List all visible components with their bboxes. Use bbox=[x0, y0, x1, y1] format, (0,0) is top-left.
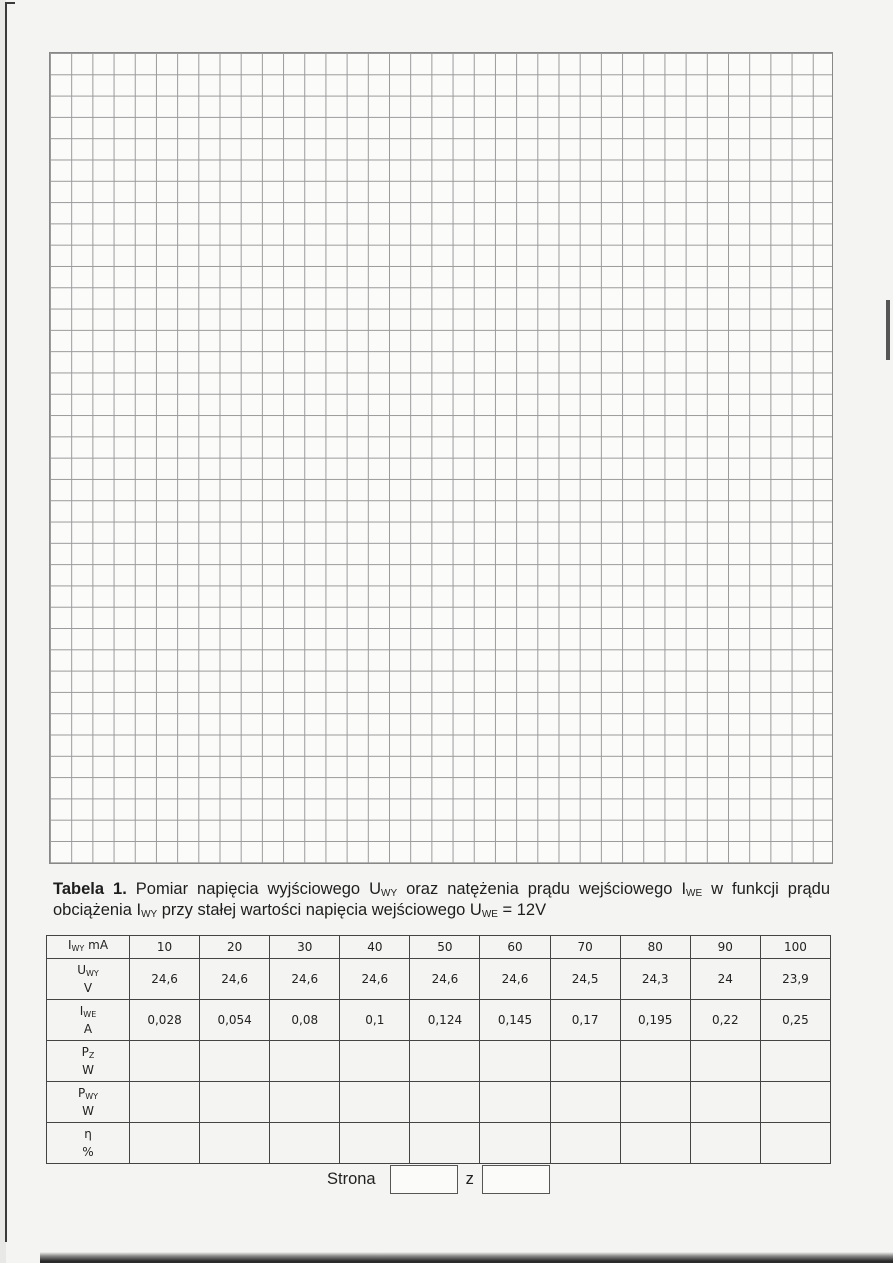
row-label-cell bbox=[47, 959, 130, 1000]
row-label-cell bbox=[47, 1041, 130, 1082]
table-row bbox=[47, 1041, 831, 1082]
row-unit: W bbox=[82, 1062, 94, 1077]
table-cell-empty[interactable] bbox=[410, 1123, 480, 1164]
table-cell: 0,08 bbox=[270, 1000, 340, 1041]
table-cell-empty[interactable] bbox=[410, 1041, 480, 1082]
table-cell: 0,1 bbox=[340, 1000, 410, 1041]
table-cell-empty[interactable] bbox=[550, 1041, 620, 1082]
header-cell: 10 bbox=[130, 936, 200, 959]
caption-text: przy stałej wartości napięcia wejściowego U bbox=[157, 901, 482, 919]
row-label-cell bbox=[47, 1123, 130, 1164]
table-cell: 24,5 bbox=[550, 959, 620, 1000]
table-cell-empty[interactable] bbox=[480, 1082, 550, 1123]
row-symbol: P bbox=[77, 1085, 86, 1100]
table-cell: 0,028 bbox=[130, 1000, 200, 1041]
table-cell-empty[interactable] bbox=[550, 1123, 620, 1164]
table-cell: 24,6 bbox=[270, 959, 340, 1000]
caption-text: oraz natężenia prądu wejściowego I bbox=[397, 880, 687, 898]
table-cell-empty[interactable] bbox=[340, 1123, 410, 1164]
caption-subscript: WY bbox=[381, 888, 398, 899]
measurement-table bbox=[46, 935, 831, 1164]
row-subscript: WY bbox=[86, 968, 99, 978]
caption-text: Pomiar napięcia wyjściowego U bbox=[135, 880, 382, 898]
page-label: Strona bbox=[327, 1169, 376, 1188]
table-cell: 24 bbox=[690, 959, 760, 1000]
caption-subscript: WE bbox=[686, 888, 703, 899]
table-cell-empty[interactable] bbox=[410, 1082, 480, 1123]
scan-right-mark bbox=[886, 300, 890, 360]
table-cell-empty[interactable] bbox=[130, 1041, 200, 1082]
row-label-cell bbox=[47, 1082, 130, 1123]
table-cell-empty[interactable] bbox=[340, 1041, 410, 1082]
row-unit: V bbox=[83, 980, 93, 995]
table-cell-empty[interactable] bbox=[270, 1041, 340, 1082]
row-subscript: WE bbox=[83, 1009, 97, 1019]
table-cell-empty[interactable] bbox=[130, 1082, 200, 1123]
table-row bbox=[47, 959, 831, 1000]
row-symbol: I bbox=[79, 1003, 84, 1018]
scan-corner-mark bbox=[5, 2, 15, 4]
page-number-footer bbox=[327, 1163, 550, 1195]
table-cell: 0,124 bbox=[410, 1000, 480, 1041]
header-cell: 50 bbox=[410, 936, 480, 959]
table-cell: 24,6 bbox=[200, 959, 270, 1000]
table-cell-empty[interactable] bbox=[620, 1041, 690, 1082]
table-cell: 0,22 bbox=[690, 1000, 760, 1041]
table-cell: 0,17 bbox=[550, 1000, 620, 1041]
table-cell: 0,25 bbox=[760, 1000, 830, 1041]
table-cell-empty[interactable] bbox=[760, 1041, 830, 1082]
header-unit: mA bbox=[88, 938, 109, 952]
caption-subscript: WY bbox=[141, 909, 158, 920]
table-row bbox=[47, 1123, 831, 1164]
caption-label: Tabela 1. bbox=[53, 880, 127, 898]
table-cell-empty[interactable] bbox=[270, 1123, 340, 1164]
table-row bbox=[47, 1082, 831, 1123]
row-symbol: η bbox=[84, 1126, 92, 1141]
row-subscript: Z bbox=[88, 1050, 95, 1060]
table-cell: 24,6 bbox=[480, 959, 550, 1000]
caption-text: = 12V bbox=[497, 901, 547, 919]
table-cell: 0,145 bbox=[480, 1000, 550, 1041]
header-cell: 100 bbox=[760, 936, 830, 959]
row-subscript: WY bbox=[85, 1091, 99, 1101]
header-subscript: WY bbox=[71, 944, 85, 953]
table-cell: 24,6 bbox=[130, 959, 200, 1000]
total-pages-box[interactable] bbox=[482, 1165, 550, 1194]
table-caption bbox=[53, 879, 830, 921]
table-cell: 24,3 bbox=[620, 959, 690, 1000]
table-cell-empty[interactable] bbox=[200, 1123, 270, 1164]
scan-bottom-edge bbox=[40, 1252, 893, 1263]
header-cell: 40 bbox=[340, 936, 410, 959]
header-cell: 20 bbox=[200, 936, 270, 959]
table-cell-empty[interactable] bbox=[480, 1123, 550, 1164]
header-cell: 70 bbox=[550, 936, 620, 959]
header-cell: 90 bbox=[690, 936, 760, 959]
graph-paper-grid[interactable] bbox=[49, 52, 833, 864]
table-cell-empty[interactable] bbox=[270, 1082, 340, 1123]
table-cell-empty[interactable] bbox=[130, 1123, 200, 1164]
table-header-row bbox=[47, 936, 831, 959]
table-cell-empty[interactable] bbox=[200, 1041, 270, 1082]
table-cell-empty[interactable] bbox=[620, 1082, 690, 1123]
table-cell-empty[interactable] bbox=[620, 1123, 690, 1164]
table-cell-empty[interactable] bbox=[690, 1041, 760, 1082]
table-cell-empty[interactable] bbox=[480, 1041, 550, 1082]
table-cell-empty[interactable] bbox=[760, 1082, 830, 1123]
header-symbol: I bbox=[67, 938, 72, 952]
table-cell-empty[interactable] bbox=[340, 1082, 410, 1123]
table-cell-empty[interactable] bbox=[200, 1082, 270, 1123]
row-symbol: P bbox=[81, 1044, 89, 1059]
row-unit: A bbox=[83, 1021, 93, 1036]
caption-subscript: WE bbox=[481, 909, 498, 920]
table-cell: 24,6 bbox=[340, 959, 410, 1000]
table-cell: 0,054 bbox=[200, 1000, 270, 1041]
table-cell-empty[interactable] bbox=[690, 1082, 760, 1123]
page-separator: z bbox=[465, 1169, 474, 1188]
table-row bbox=[47, 1000, 831, 1041]
table-cell-empty[interactable] bbox=[690, 1123, 760, 1164]
scan-edge-line bbox=[5, 2, 7, 1242]
table-cell-empty[interactable] bbox=[760, 1123, 830, 1164]
header-cell: 30 bbox=[270, 936, 340, 959]
table-cell: 0,195 bbox=[620, 1000, 690, 1041]
row-symbol: U bbox=[77, 962, 86, 977]
row-unit: % bbox=[82, 1144, 94, 1159]
table-cell: 23,9 bbox=[760, 959, 830, 1000]
caption-text: w funkcji prądu obciążenia I bbox=[53, 880, 830, 919]
table-cell: 24,6 bbox=[410, 959, 480, 1000]
header-cell: 80 bbox=[620, 936, 690, 959]
row-unit: W bbox=[82, 1103, 94, 1118]
current-page-box[interactable] bbox=[390, 1165, 458, 1194]
header-label-cell bbox=[47, 936, 130, 959]
row-label-cell bbox=[47, 1000, 130, 1041]
table-cell-empty[interactable] bbox=[550, 1082, 620, 1123]
header-cell: 60 bbox=[480, 936, 550, 959]
